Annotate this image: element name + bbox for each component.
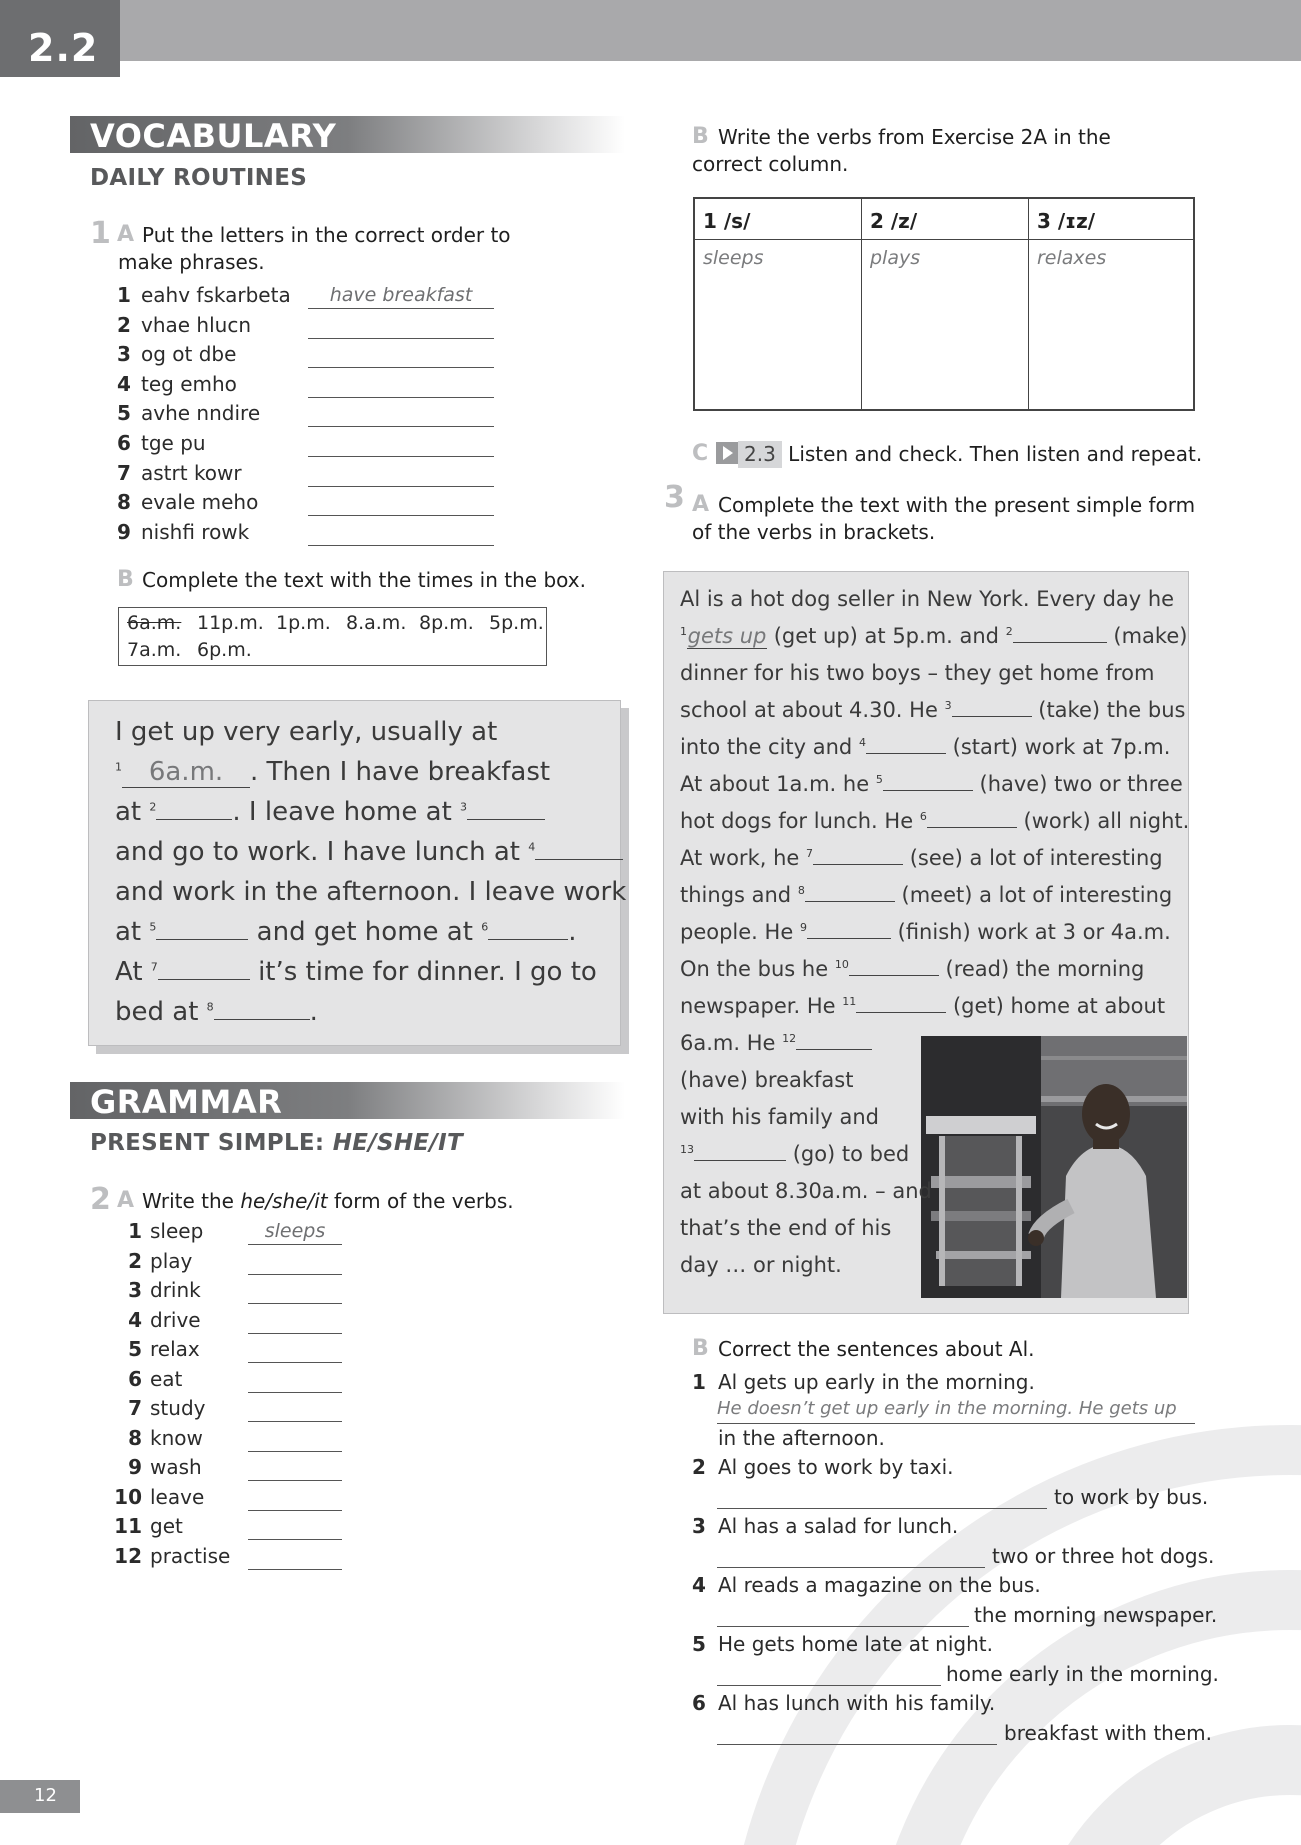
text-line: (have) breakfast [680,1068,854,1092]
time-option: 8.a.m. [346,612,407,634]
exercise-2a-instruction: Write the he/she/it form of the verbs. [142,1189,514,1213]
exercise-2b-letter: B [692,124,709,149]
time-option: 5p.m. [489,612,544,634]
list-item: 5 He gets home late at night. [692,1632,993,1656]
answer-line[interactable] [248,1368,342,1393]
list-item: 5 relax [128,1337,200,1361]
times-box [118,607,547,666]
answer-line[interactable] [248,1515,342,1540]
answer-line[interactable] [717,1543,985,1568]
list-item: 4 Al reads a magazine on the bus. [692,1573,1041,1597]
text-line: At work, he $^7$ (see) a lot of interesting [680,846,1163,870]
table-column-divider [1028,199,1029,409]
panel-line: I get up very early, usually at [115,717,498,747]
time-option: 8p.m. [419,612,474,634]
panel-line: and go to work. I have lunch at $^4$ [115,837,623,867]
gap-1-answer: gets up [687,624,767,648]
play-audio-icon[interactable] [716,442,738,464]
text-line: newspaper. He $^{11}$ (get) home at about [680,994,1166,1018]
exercise-3a-instruction: Complete the text with the present simple form of the verbs in brackets. [692,493,1196,544]
answer-continuation: in the afternoon. [718,1426,885,1450]
vocabulary-subtitle: DAILY ROUTINES [90,165,308,191]
answer-line[interactable] [308,462,494,487]
text-line: things and $^8$ (meet) a lot of interesting [680,883,1173,907]
list-item: 1 Al gets up early in the morning. [692,1370,1035,1394]
answer-ending: the morning newspaper. [974,1603,1218,1627]
table-header-divider [695,239,1193,240]
answer-line[interactable] [717,1398,1195,1424]
vocabulary-title: VOCABULARY [90,117,337,155]
list-item: 2 Al goes to work by taxi. [692,1455,954,1479]
exercise-3a-letter: A [692,492,710,517]
table-header-iz: 3 /ɪz/ [1037,209,1096,233]
answer-line[interactable] [308,491,494,516]
text-line: that’s the end of his [680,1216,892,1240]
exercise-2a-letter: A [117,1188,135,1213]
list-item: 8 know [128,1425,203,1450]
list-item: 1 sleep [128,1219,204,1243]
list-item: 11 get [114,1514,183,1538]
time-option: 6a.m. [127,612,182,634]
text-line: At about 1a.m. he $^5$ (have) two or three [680,772,1183,796]
text-line: school at about 4.30. He $^3$ (take) the bus [680,698,1186,722]
hot-dog-seller-photo [921,1036,1187,1298]
exercise-3-number: 3 [664,480,685,515]
answer-line[interactable] [248,1309,342,1334]
panel-line: and work in the afternoon. I leave work [115,877,627,907]
exercise-1b-text-panel [88,700,627,1046]
answer-ending: two or three hot dogs. [992,1544,1215,1568]
gap-1-answer: 6a.m. [122,757,250,788]
list-item: 8 evale meho [117,490,259,515]
list-item: 6 eat [128,1366,183,1391]
list-item: 4 teg emho [117,371,237,396]
top-bar [0,0,1301,61]
exercise-3b-instruction: Correct the sentences about Al. [718,1337,1035,1361]
text-line: $^{13}$ (go) to bed [680,1142,910,1166]
page-number: 12 [34,1785,57,1806]
exercise-2c-letter: C [692,441,709,466]
answer-line[interactable] [308,402,494,427]
table-column-divider [861,199,862,409]
answer-line[interactable] [248,1397,342,1422]
panel-line: $^1$ 6a.m. . Then I have breakfast [115,757,551,787]
verb-columns-table [693,197,1195,411]
exercise-1a-instruction: Put the letters in the correct order to make phrases. [118,223,511,274]
answer-ending: home early in the morning. [946,1662,1219,1686]
exercise-1a-letter: A [117,222,135,247]
answer-line[interactable] [717,1720,997,1745]
answer-line[interactable] [308,343,494,368]
time-option: 1p.m. [276,612,331,634]
answer-line[interactable] [248,1250,342,1275]
answer-line[interactable] [248,1427,342,1452]
list-item: 3 og ot dbe [117,342,237,367]
list-item: 9 wash [128,1455,202,1479]
text-line: $^1$gets up (get up) at 5p.m. and $^2$ (make) [680,624,1188,648]
grammar-subtitle: PRESENT SIMPLE: HE/SHE/IT [90,1130,463,1156]
exercise-1b-instruction: Complete the text with the times in the box. [142,568,586,592]
list-item: 4 drive [128,1307,201,1332]
panel-line: At $^7$ it’s time for dinner. I go to [115,957,597,987]
answer-line[interactable] [308,432,494,457]
exercise-2c-instruction: 2.3 Listen and check. Then listen and repeat. [716,441,1202,468]
unit-badge [0,0,120,77]
answer-line[interactable] [308,373,494,398]
list-item: 5 avhe nndire [117,401,261,426]
exercise-3b-letter: B [692,1336,709,1361]
list-item: 12 practise [114,1543,231,1568]
answer-line[interactable] [717,1602,969,1627]
list-item: 2 play [128,1248,193,1273]
answer-line[interactable] [717,1661,941,1686]
exercise-1b-letter: B [117,567,134,592]
list-item: 1 eahv fskarbeta [117,283,291,307]
text-line: hot dogs for lunch. He $^6$ (work) all night. [680,809,1190,833]
list-item: 7 study [128,1396,206,1420]
table-example-s: sleeps [703,247,764,269]
list-item: 6 tge pu [117,431,206,455]
answer-line[interactable]: have breakfast [308,284,494,309]
list-item: 3 Al has a salad for lunch. [692,1514,959,1538]
table-example-z: plays [870,247,921,269]
answer-line[interactable] [717,1484,1047,1509]
panel-line: bed at $^8$ . [115,997,318,1027]
exercise-2-number: 2 [90,1182,111,1217]
table-example-iz: relaxes [1037,247,1107,269]
answer-line[interactable] [248,1545,342,1570]
answer-line[interactable] [248,1486,342,1511]
exercise-1-number: 1 [90,216,111,251]
vocabulary-banner [70,116,625,153]
grammar-banner [70,1082,625,1119]
list-item: 3 drink [128,1278,201,1302]
text-line: people. He $^9$ (finish) work at 3 or 4a.m. [680,920,1171,944]
list-item: 9 nishfi rowk [117,519,250,544]
list-item: 6 Al has lunch with his family. [692,1691,996,1715]
answer-line[interactable]: sleeps [248,1220,342,1245]
text-line: dinner for his two boys – they get home from [680,661,1155,685]
text-line: On the bus he $^{10}$ (read) the morning [680,957,1145,981]
page-number-badge [0,1780,80,1813]
text-line: day … or night. [680,1253,842,1277]
audio-track-number: 2.3 [738,441,782,468]
panel-line: at $^5$ and get home at $^6$ . [115,917,577,947]
answer-ending: breakfast with them. [1004,1721,1212,1745]
text-line: with his family and [680,1105,879,1129]
answer-line[interactable] [248,1338,342,1363]
grammar-title: GRAMMAR [90,1083,283,1121]
list-item: 10 leave [114,1484,205,1509]
text-line: 6a.m. He $^{12}$ [680,1031,872,1055]
table-header-s: 1 /s/ [703,209,751,233]
list-item: 7 astrt kowr [117,460,242,485]
answer-line[interactable] [308,314,494,339]
answer-line[interactable] [248,1279,342,1304]
answer-line[interactable] [248,1456,342,1481]
exercise-2b-instruction: Write the verbs from Exercise 2A in the correct column. [692,125,1111,176]
panel-line: at $^2$ . I leave home at $^3$ [115,797,545,827]
unit-number: 2.2 [28,26,99,70]
time-option: 7a.m. [127,639,182,661]
time-option: 6p.m. [197,639,252,661]
answer-ending: to work by bus. [1054,1485,1209,1509]
list-item: 2 vhae hlucn [117,312,252,337]
table-header-z: 2 /z/ [870,209,918,233]
text-line: Al is a hot dog seller in New York. Every day he [680,587,1175,611]
time-option: 11p.m. [197,612,264,634]
text-line: into the city and $^4$ (start) work at 7p.m. [680,735,1171,759]
text-line: at about 8.30a.m. – and [680,1179,932,1203]
answer-text: He doesn’t get up early in the morning. He gets up [717,1398,1177,1419]
answer-line[interactable] [308,521,494,546]
